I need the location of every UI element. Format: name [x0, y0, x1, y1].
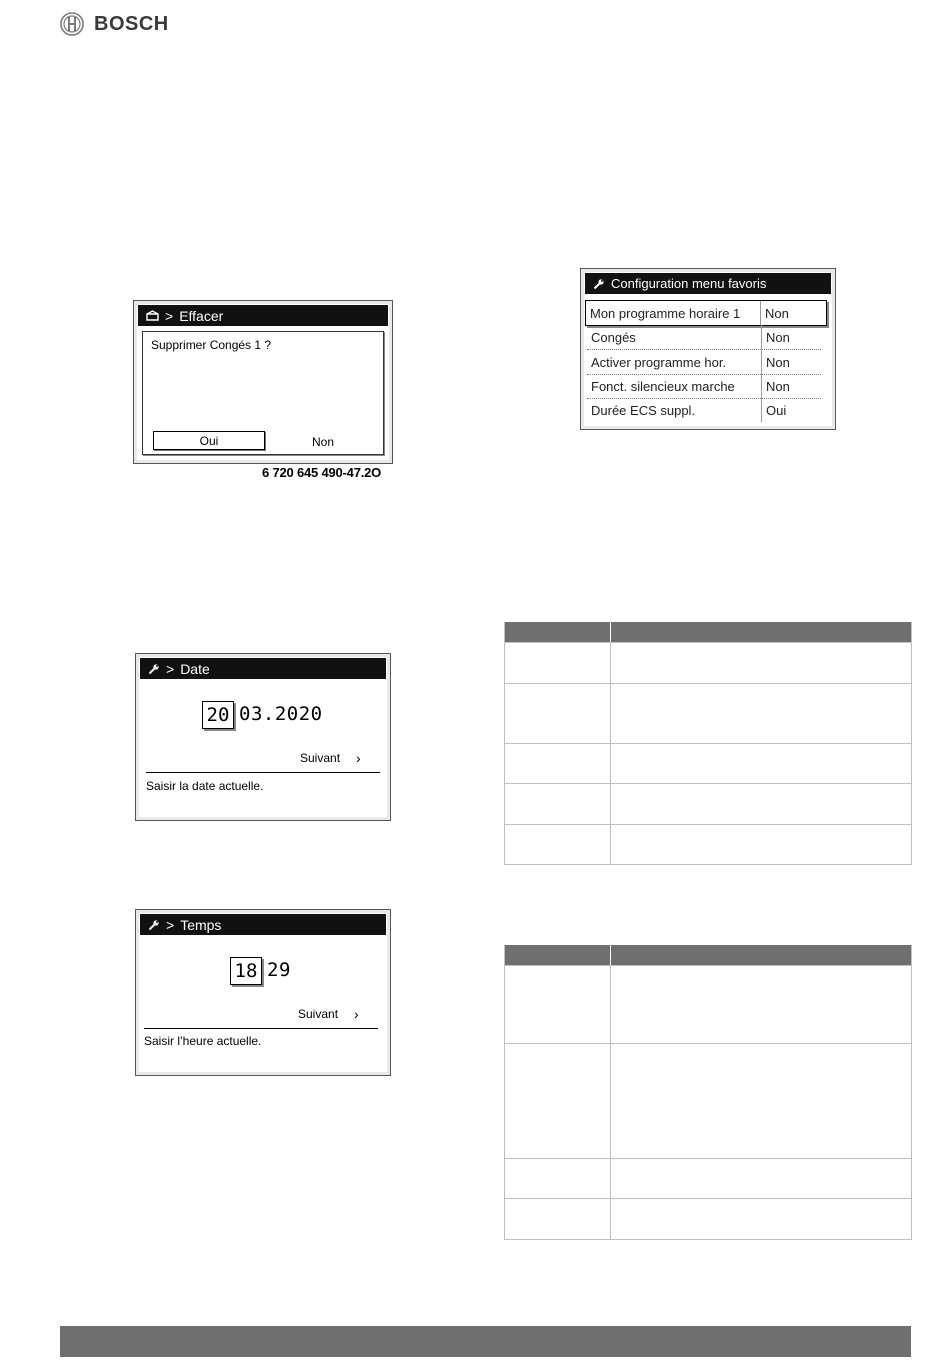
time-titlebar — [140, 914, 386, 935]
confirm-dialog — [142, 331, 384, 455]
table-2 — [504, 945, 912, 1240]
table-row — [505, 1043, 911, 1158]
table-row — [505, 683, 911, 743]
next-button[interactable] — [298, 1006, 359, 1022]
screen-title: Temps — [180, 916, 222, 933]
favorite-row-conges[interactable] — [587, 325, 821, 350]
effacer-screen — [133, 300, 393, 464]
minute-field[interactable]: 29 — [267, 959, 291, 981]
chevron-right-icon: › — [356, 750, 361, 766]
dialog-question: Supprimer Congés 1 ? — [151, 338, 272, 352]
favorite-value: Non — [766, 378, 790, 394]
screen-title: Date — [180, 660, 210, 677]
favorite-label: Mon programme horaire 1 — [586, 301, 761, 325]
no-button[interactable]: Non — [311, 434, 334, 449]
time-screen — [135, 909, 391, 1076]
wrench-icon — [148, 919, 160, 931]
table-row — [505, 783, 911, 824]
day-field[interactable]: 20 — [202, 701, 234, 729]
help-text: Saisir la date actuelle. — [146, 779, 264, 793]
table-row — [505, 1198, 911, 1239]
table-header — [505, 945, 911, 965]
date-screen — [135, 653, 391, 821]
home-icon — [146, 310, 159, 321]
table-row — [505, 965, 911, 1043]
favorite-label: Congés — [587, 325, 762, 349]
hour-field[interactable]: 18 — [230, 957, 262, 985]
wrench-icon — [148, 663, 160, 675]
effacer-titlebar — [138, 305, 388, 326]
table-row — [505, 642, 911, 683]
table-row — [505, 1158, 911, 1198]
favorite-row-programme[interactable] — [585, 300, 827, 326]
next-label: Suivant — [300, 751, 341, 765]
breadcrumb-separator: > — [166, 660, 175, 677]
table-row — [505, 824, 911, 864]
figure-reference: 6 720 645 490-47.2O — [262, 465, 382, 480]
favorite-row-ecs[interactable] — [587, 398, 821, 422]
divider — [144, 1028, 378, 1029]
table-1 — [504, 622, 912, 865]
yes-button[interactable]: Oui — [153, 431, 265, 450]
table-row — [505, 743, 911, 783]
next-label: Suivant — [298, 1007, 339, 1021]
favorite-value: Non — [766, 329, 790, 345]
favorite-value: Non — [765, 305, 789, 321]
bosch-logo — [60, 10, 169, 38]
brand-name: BOSCH — [94, 12, 169, 35]
help-text: Saisir l’heure actuelle. — [144, 1034, 262, 1048]
screen-title: Configuration menu favoris — [611, 276, 767, 291]
wrench-icon — [593, 278, 605, 290]
table-header — [505, 622, 911, 642]
favorites-titlebar — [585, 273, 831, 294]
favorites-screen — [580, 268, 836, 430]
screen-title: Effacer — [179, 307, 224, 324]
breadcrumb-separator: > — [166, 916, 175, 933]
date-titlebar — [140, 658, 386, 679]
favorite-value: Oui — [766, 402, 787, 418]
favorite-label: Fonct. silencieux marche — [587, 374, 762, 398]
chevron-right-icon: › — [354, 1006, 359, 1022]
favorite-row-activer[interactable] — [587, 350, 821, 375]
favorite-label: Activer programme hor. — [587, 350, 762, 374]
month-year-field[interactable]: 03.2020 — [239, 703, 323, 725]
favorite-value: Non — [766, 354, 790, 370]
divider — [146, 772, 380, 773]
bosch-armature-icon — [60, 12, 84, 36]
favorite-row-silencieux[interactable] — [587, 374, 821, 399]
next-button[interactable] — [300, 750, 361, 766]
favorite-label: Durée ECS suppl. — [587, 398, 762, 422]
breadcrumb-separator: > — [165, 307, 174, 324]
footer-bar — [60, 1326, 911, 1357]
